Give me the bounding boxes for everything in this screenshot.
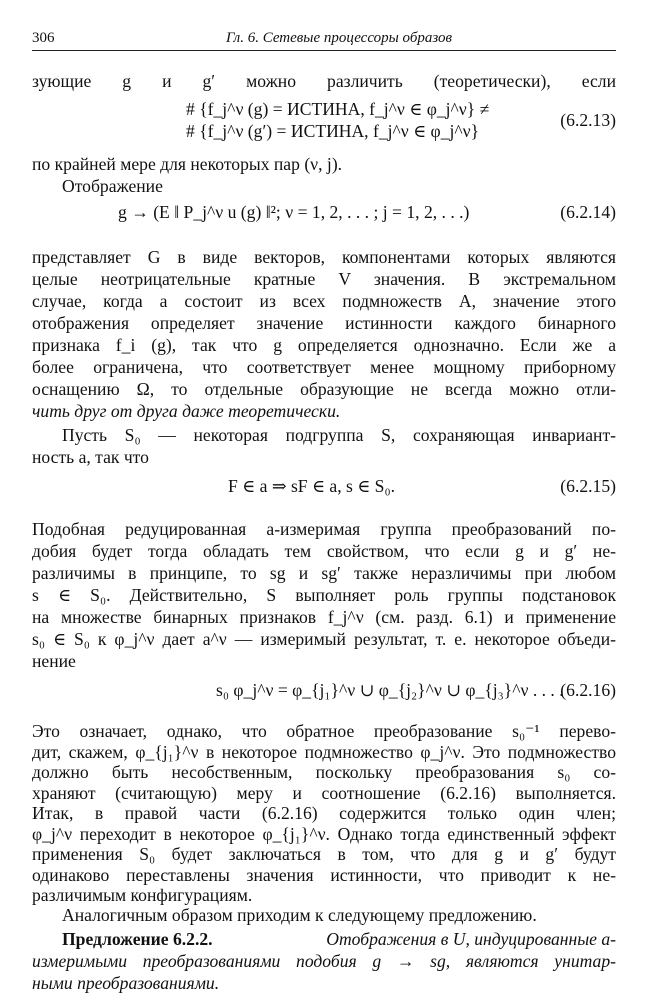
equation-number: (6.2.13) [560,110,616,130]
proposition-text: Отображения в U, индуцированные a- [326,929,616,949]
text-line: чить друг от друга даже теоретически. [32,401,341,421]
text-line: Аналогичным образом приходим к следующему предложению. [62,905,537,925]
text-line: дит, скажем, φ_{j₁}^ν в некоторое подмножество φ_j^ν. Это подмножество [32,741,616,762]
text-line: Отображение [62,176,163,196]
text-line: случае, когда a состоит из всех подмножеств A, значение этого [32,291,616,311]
text-line: Пусть S₀ — некоторая подгруппа S, сохраняющая инвариант- [62,425,616,445]
text-line: добия будет тогда обладать тем свойством, что если g и g′ не- [32,541,616,561]
equation-6-2-15: F ∈ a ⇒ sF ∈ a, s ∈ S₀. [228,476,395,496]
text-line: Подобная редуцированная a-измеримая группа преобразований по- [32,519,616,539]
text-line: s₀ ∈ S₀ к φ_j^ν дает a^ν — измеримый результат, т. е. некоторое объеди- [32,629,616,649]
text-line: по крайней мере для некоторых пар (ν, j). [32,154,343,174]
proposition-label: Предложение 6.2.2. [62,929,213,949]
equation-6-2-13-line2: # {f_j^ν (g′) = ИСТИНА, f_j^ν ∈ φ_j^ν} [186,121,480,141]
text-line: φ_j^ν переходит в некоторое φ_{j₁}^ν. Однако тогда единственный эффект [32,823,616,844]
text-line: различимым конфигурациям. [32,885,253,905]
text-line: s ∈ S₀. Действительно, S выполняет роль группы подстановок [32,585,616,605]
equation-number: (6.2.15) [560,476,616,496]
text-line: зующие g и g′ можно различить (теоретически), если [32,71,616,91]
text-line: на множестве бинарных признаков f_j^ν (см. разд. 6.1) и применение [32,607,616,627]
text-line: храняют (считающую) меру и соотношение (6.2.16) выполняется. [32,782,616,803]
proposition-line-hidden: ными преобразованиями. [32,973,220,993]
text-line: целые неотрицательные кратные V значения. В экстремальном [32,269,616,289]
page-number: 306 [32,30,55,46]
equation-6-2-13-line1: # {f_j^ν (g) = ИСТИНА, f_j^ν ∈ φ_j^ν} ≠ [186,99,490,119]
text-line: различимы в принципе, то sg и sg′ также неразличимы при любом [32,563,616,583]
equation-number: (6.2.14) [560,202,616,222]
text-line: одинаково переставлены значения истинности, что приводит к не- [32,864,616,885]
text-line: более ограничена, что соответствует менее мощному приборному [32,357,616,377]
proposition-line [62,928,616,950]
header-rule [32,50,616,51]
text-line: применения S₀ будет заключаться в том, что для g и g′ будут [32,844,616,864]
running-title: Гл. 6. Сетевые процессоры образов [225,30,453,46]
proposition-line: измеримыми преобразованиями подобия g → sg, являются унитар- [32,951,616,971]
equation-6-2-16: s₀ φ_j^ν = φ_{j₁}^ν ∪ φ_{j₂}^ν ∪ φ_{j₃}^ν . . . . [216,680,564,700]
text-line: оснащению Ω, то отдельные образующие не всегда можно отли- [32,379,616,399]
equation-number: (6.2.16) [560,680,616,700]
text-line: признака f_i (g), так что g определяется однозначно. Если же a [32,335,616,355]
page-header [32,27,616,47]
text-line: ность a, так что [32,447,149,467]
text-line: Итак, в правой части (6.2.16) содержится только один член; [32,803,616,823]
equation-6-2-14: g → (E ‖ P_j^ν u (g) ‖²; ν = 1, 2, . . . ; j = 1, 2, . . .) [118,202,470,222]
text-line: представляет G в виде векторов, компонентами которых являются [32,247,616,267]
text-line: Это означает, однако, что обратное преобразование s₀⁻¹ перево- [32,721,616,741]
text-line: должно быть несобственным, поскольку преобразования s₀ со- [32,762,616,782]
text-line: отображения определяет значение истинности каждого бинарного [32,313,616,333]
text-line: нение [32,651,76,671]
